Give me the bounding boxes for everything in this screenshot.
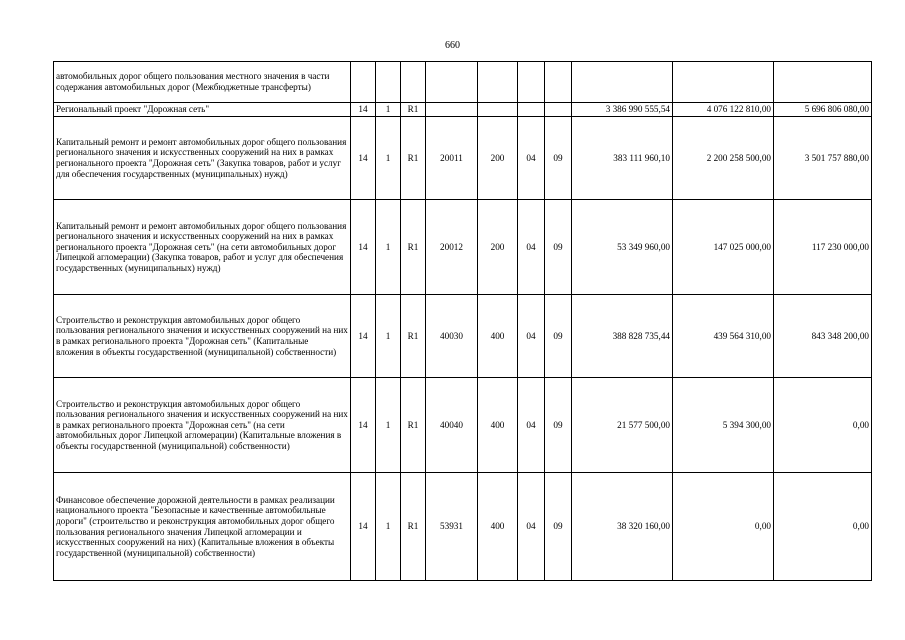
table-row (54, 473, 872, 581)
row-name: Строительство и реконструкция автомобильных дорог общего пользования регионального значения и искусственных сооружений на них в рамках регионального проекта "Дорожная сеть" (на сети автомобильных дорог Липецкой агломерации) (Капитальные вложения в объекты государственной (муниципальной) собственности) (54, 378, 351, 473)
cell-amount-year1: 53 349 960,00 (572, 200, 673, 295)
cell-subsection: 09 (545, 473, 572, 581)
cell-amount-year3: 0,00 (774, 473, 872, 581)
row-name: Капитальный ремонт и ремонт автомобильных дорог общего пользования регионального значения и искусственных сооружений на них в рамках регионального проекта "Дорожная сеть" (Закупка товаров, работ и услуг для обеспечения государственных (муниципальных) нужд) (54, 117, 351, 200)
row-name: Финансовое обеспечение дорожной деятельности в рамках реализации национального проекта "Безопасные и качественные автомобильные дороги" (строительство и реконструкция автомобильных дорог общего пользования регионального значения Липецкой агломерации и искусственных сооружений на них) (Капитальные вложения в объекты государственной (муниципальной) собственности) (54, 473, 351, 581)
cell-subsection: 09 (545, 378, 572, 473)
cell-expense-type: 200 (478, 117, 518, 200)
cell-subprogram (376, 62, 401, 103)
cell-direction: 20011 (426, 117, 478, 200)
cell-direction: 20012 (426, 200, 478, 295)
cell-direction: 40030 (426, 295, 478, 378)
cell-direction (426, 103, 478, 117)
cell-subsection: 09 (545, 200, 572, 295)
row-name: Региональный проект "Дорожная сеть" (54, 103, 351, 117)
table-row (54, 295, 872, 378)
cell-amount-year3 (774, 62, 872, 103)
cell-expense-type (478, 62, 518, 103)
cell-amount-year2: 2 200 258 500,00 (673, 117, 774, 200)
cell-subsection: 09 (545, 117, 572, 200)
cell-expense-type: 400 (478, 295, 518, 378)
cell-project (401, 62, 426, 103)
cell-section: 04 (518, 473, 545, 581)
cell-amount-year1 (572, 62, 673, 103)
cell-project: R1 (401, 103, 426, 117)
row-name: Строительство и реконструкция автомобильных дорог общего пользования регионального значения и искусственных сооружений на них в рамках регионального проекта "Дорожная сеть" (Капитальные вложения в объекты государственной (муниципальной) собственности) (54, 295, 351, 378)
cell-amount-year2: 4 076 122 810,00 (673, 103, 774, 117)
table-row (54, 117, 872, 200)
cell-amount-year1: 383 111 960,10 (572, 117, 673, 200)
row-name: автомобильных дорог общего пользования местного значения в части содержания автомобильных дорог (Межбюджетные трансферты) (54, 62, 351, 103)
table-row (54, 103, 872, 117)
cell-project: R1 (401, 200, 426, 295)
cell-amount-year3: 843 348 200,00 (774, 295, 872, 378)
cell-amount-year2 (673, 62, 774, 103)
cell-program: 14 (351, 295, 376, 378)
cell-section: 04 (518, 117, 545, 200)
page-number: 660 (445, 40, 460, 51)
cell-amount-year3: 117 230 000,00 (774, 200, 872, 295)
cell-subprogram: 1 (376, 295, 401, 378)
cell-program: 14 (351, 200, 376, 295)
row-name: Капитальный ремонт и ремонт автомобильных дорог общего пользования регионального значения и искусственных сооружений на них в рамках регионального проекта "Дорожная сеть" (на сети автомобильных дорог Липецкой агломерации) (Закупка товаров, работ и услуг для обеспечения государственных (муниципальных) нужд) (54, 200, 351, 295)
cell-amount-year3: 5 696 806 080,00 (774, 103, 872, 117)
cell-direction (426, 62, 478, 103)
cell-expense-type (478, 103, 518, 117)
cell-amount-year2: 147 025 000,00 (673, 200, 774, 295)
cell-subprogram: 1 (376, 378, 401, 473)
cell-amount-year3: 3 501 757 880,00 (774, 117, 872, 200)
cell-program: 14 (351, 103, 376, 117)
cell-subprogram: 1 (376, 200, 401, 295)
table-row (54, 62, 872, 103)
cell-amount-year1: 21 577 500,00 (572, 378, 673, 473)
cell-section (518, 62, 545, 103)
cell-amount-year1: 38 320 160,00 (572, 473, 673, 581)
cell-amount-year1: 3 386 990 555,54 (572, 103, 673, 117)
cell-expense-type: 200 (478, 200, 518, 295)
cell-section: 04 (518, 378, 545, 473)
cell-expense-type: 400 (478, 378, 518, 473)
cell-project: R1 (401, 117, 426, 200)
cell-project: R1 (401, 378, 426, 473)
cell-section: 04 (518, 295, 545, 378)
cell-program (351, 62, 376, 103)
cell-program: 14 (351, 378, 376, 473)
cell-amount-year2: 0,00 (673, 473, 774, 581)
cell-subsection (545, 103, 572, 117)
cell-amount-year2: 5 394 300,00 (673, 378, 774, 473)
cell-expense-type: 400 (478, 473, 518, 581)
cell-program: 14 (351, 117, 376, 200)
table-row (54, 378, 872, 473)
cell-subprogram: 1 (376, 117, 401, 200)
cell-amount-year3: 0,00 (774, 378, 872, 473)
cell-section (518, 103, 545, 117)
cell-project: R1 (401, 295, 426, 378)
cell-section: 04 (518, 200, 545, 295)
cell-project: R1 (401, 473, 426, 581)
cell-subprogram: 1 (376, 103, 401, 117)
cell-direction: 53931 (426, 473, 478, 581)
table-row (54, 200, 872, 295)
cell-subsection (545, 62, 572, 103)
cell-amount-year1: 388 828 735,44 (572, 295, 673, 378)
cell-subsection: 09 (545, 295, 572, 378)
cell-program: 14 (351, 473, 376, 581)
cell-amount-year2: 439 564 310,00 (673, 295, 774, 378)
cell-subprogram: 1 (376, 473, 401, 581)
cell-direction: 40040 (426, 378, 478, 473)
budget-table (53, 61, 872, 581)
